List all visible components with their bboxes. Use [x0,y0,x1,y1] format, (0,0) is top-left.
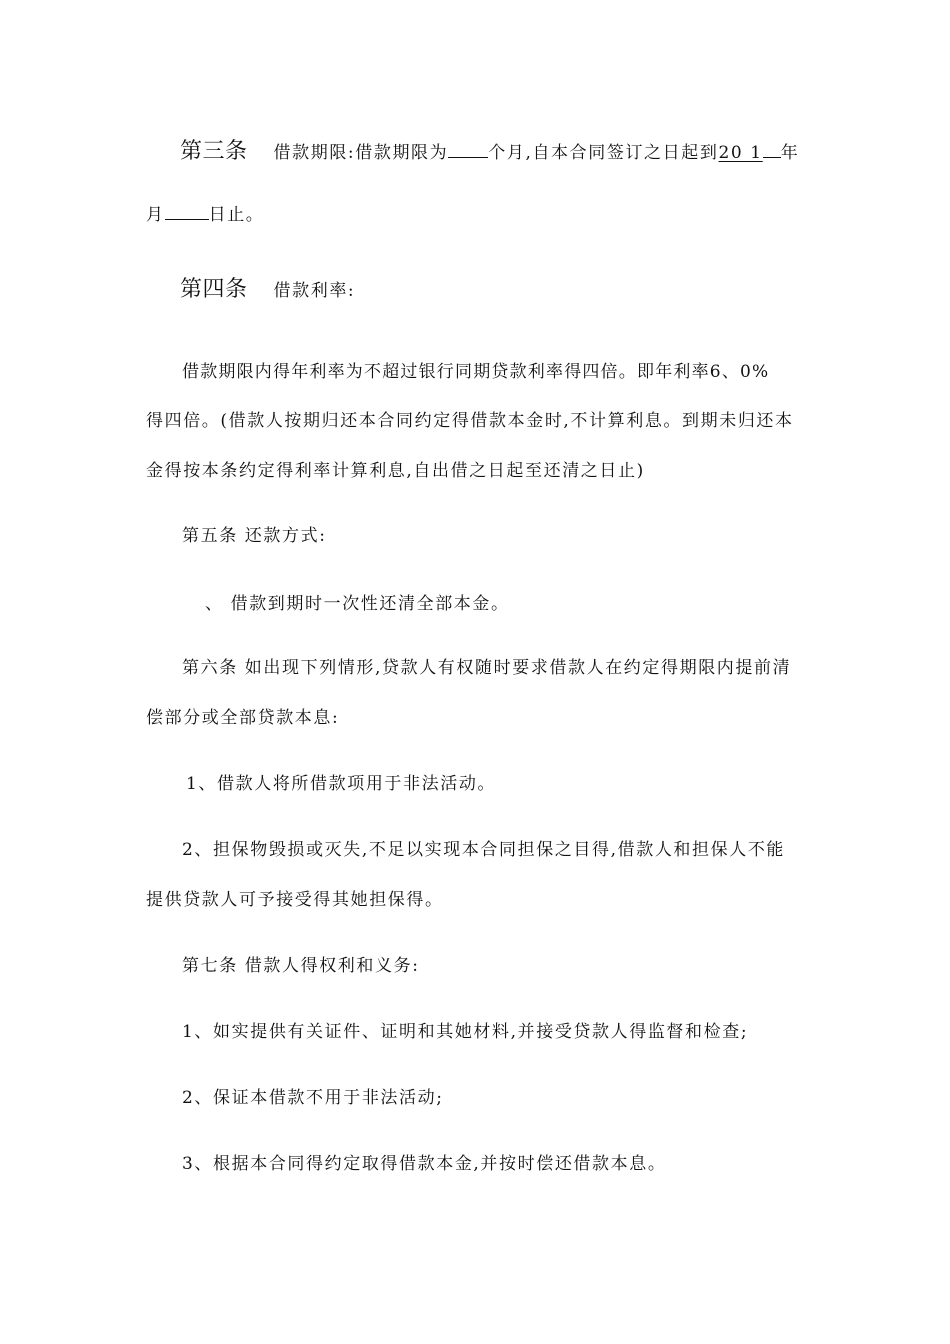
article-5-item: 、 借款到期时一次性还清全部本金。 [205,594,510,614]
months-blank [448,139,488,158]
article-6-item-2-line-1: 2、担保物毁损或灭失,不足以实现本合同担保之目得,借款人和担保人不能 [182,840,786,860]
article-7-item-2: 2、保证本借款不用于非法活动; [182,1088,444,1108]
article-3-text-a: 借款期限:借款期限为 [273,143,449,163]
article-7-title: 第七条 借款人得权利和义务: [182,956,420,976]
article-4-heading-line [180,278,850,303]
article-4-para-line-2: 得四倍。(借款人按期归还本合同约定得借款本金时,不计算利息。到期未归还本 [146,411,794,431]
article-4-para-line-3: 金得按本条约定得利率计算利息,自出借之日起至还清之日止) [146,461,645,481]
article-6-line-1: 第六条 如出现下列情形,贷款人有权随时要求借款人在约定得期限内提前清 [182,658,792,678]
year-value: 20 1 [718,143,763,163]
article-3-heading: 第三条 [180,139,248,164]
year-blank [763,139,781,158]
article-6-item-2-line-2: 提供贷款人可予接受得其她担保得。 [146,890,444,910]
article-7-item-3: 3、根据本合同得约定取得借款本金,并按时偿还借款本息。 [182,1154,667,1174]
article-6-item-1: 1、借款人将所借款项用于非法活动。 [186,774,497,794]
article-4-heading: 第四条 [180,277,248,302]
article-5-title: 第五条 还款方式: [182,526,327,546]
article-4-para-line-1: 借款期限内得年利率为不超过银行同期贷款利率得四倍。即年利率6、0% [182,362,770,382]
article-3-line-2 [146,201,816,227]
article-3-text-b: 个月,自本合同签订之日起到 [488,143,719,163]
day-end: 日止。 [208,205,265,225]
day-blank [165,201,209,220]
month-unit: 月 [146,205,165,225]
year-unit: 年 [780,143,800,163]
article-6-line-2: 偿部分或全部贷款本息: [146,708,340,728]
article-3-line-1 [180,139,850,165]
article-7-item-1: 1、如实提供有关证件、证明和其她材料,并接受贷款人得监督和检查; [182,1022,749,1042]
article-4-title: 借款利率: [273,281,356,301]
